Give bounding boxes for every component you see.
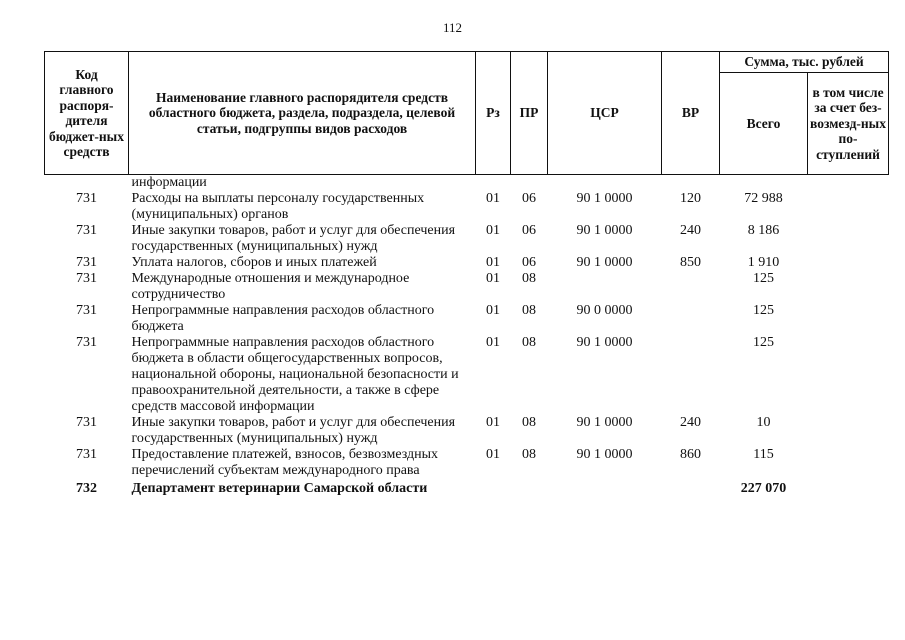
- cell-including: [808, 447, 889, 479]
- page-number: 112: [442, 20, 463, 35]
- cell-csr: 90 1 0000: [576, 415, 633, 430]
- cell-rz: 01: [486, 255, 500, 270]
- cell-code: 732: [76, 481, 97, 496]
- cell-total: 72 988: [744, 191, 783, 206]
- cell-name: Предоставление платежей, взносов, безвозмездных перечислений субъектам международного права: [131, 447, 439, 478]
- cell-code: [45, 175, 129, 192]
- cell-code: 731: [76, 255, 97, 270]
- cell-vr: 240: [680, 223, 701, 238]
- cell-pr: 08: [522, 335, 536, 350]
- cell-pr: 08: [522, 447, 536, 462]
- header-total: Всего: [720, 73, 808, 175]
- header-rz: Рз: [476, 52, 511, 175]
- cell-total: 227 070: [740, 481, 787, 496]
- cell-vr: [662, 175, 720, 192]
- cell-total: 8 186: [747, 223, 780, 238]
- header-name: Наименование главного распорядителя средств областного бюджета, раздела, подраздела, целевой статьи, подгруппы видов расходов: [129, 52, 476, 175]
- cell-code: 731: [76, 223, 97, 238]
- cell-csr: [548, 175, 662, 192]
- cell-code: 731: [76, 447, 97, 462]
- table-row: [45, 255, 889, 271]
- cell-pr: [511, 479, 548, 497]
- cell-rz: 01: [486, 415, 500, 430]
- cell-pr: 08: [522, 271, 536, 286]
- cell-name: Департамент ветеринарии Самарской области: [131, 481, 428, 496]
- budget-table: [44, 51, 889, 497]
- cell-code: 731: [76, 335, 97, 350]
- cell-name: Непрограммные направления расходов областного бюджета: [131, 303, 435, 334]
- header-code: Код главного распоря-дителя бюджет-ных средств: [45, 52, 129, 175]
- cell-rz: 01: [486, 191, 500, 206]
- cell-rz: 01: [486, 271, 500, 286]
- cell-code: 731: [76, 271, 97, 286]
- cell-name: Непрограммные направления расходов областного бюджета в области общегосударственных вопросов, национальной обороны, национальной безопасности и правоохранительной деятельности, а также в сфере средств массовой информации: [131, 335, 459, 414]
- cell-total: 125: [753, 271, 774, 286]
- cell-name: Иные закупки товаров, работ и услуг для обеспечения государственных (муниципальных) нужд: [131, 223, 456, 254]
- table-row: [45, 271, 889, 303]
- cell-vr: [662, 479, 720, 497]
- header-pr: ПР: [511, 52, 548, 175]
- cell-total: 115: [753, 447, 774, 462]
- cell-rz: 01: [486, 303, 500, 318]
- cell-name: Международные отношения и международное сотрудничество: [131, 271, 410, 302]
- cell-code: 731: [76, 303, 97, 318]
- cell-csr: 90 0 0000: [576, 303, 633, 318]
- cell-total: [720, 175, 808, 192]
- cell-name: Расходы на выплаты персоналу государственных (муниципальных) органов: [131, 191, 425, 222]
- cell-pr: 06: [522, 223, 536, 238]
- table-row: [45, 335, 889, 415]
- cell-csr: [548, 271, 662, 303]
- table-row: [45, 303, 889, 335]
- cell-pr: 06: [522, 255, 536, 270]
- cell-code: 731: [76, 415, 97, 430]
- cell-including: [808, 479, 889, 497]
- table-row: [45, 415, 889, 447]
- cell-rz: [476, 175, 511, 192]
- cell-vr: 120: [680, 191, 701, 206]
- cell-including: [808, 415, 889, 447]
- cell-vr: 860: [680, 447, 701, 462]
- header-csr: ЦСР: [548, 52, 662, 175]
- cell-total: 1 910: [747, 255, 780, 270]
- cell-csr: [548, 479, 662, 497]
- cell-vr: 240: [680, 415, 701, 430]
- cell-pr: 08: [522, 303, 536, 318]
- cell-name: Иные закупки товаров, работ и услуг для обеспечения государственных (муниципальных) нужд: [131, 415, 456, 446]
- table-body: [45, 175, 889, 498]
- cell-name: Уплата налогов, сборов и иных платежей: [131, 255, 377, 270]
- cell-csr: 90 1 0000: [576, 223, 633, 238]
- table-row: [45, 479, 889, 497]
- cell-including: [808, 191, 889, 223]
- cell-including: [808, 255, 889, 271]
- cell-rz: 01: [486, 335, 500, 350]
- cell-vr: [662, 335, 720, 415]
- table-row: [45, 175, 889, 192]
- cell-pr: 08: [522, 415, 536, 430]
- cell-rz: 01: [486, 223, 500, 238]
- cell-including: [808, 335, 889, 415]
- cell-pr: [511, 175, 548, 192]
- cell-including: [808, 223, 889, 255]
- table-row: [45, 447, 889, 479]
- cell-pr: 06: [522, 191, 536, 206]
- table-row: [45, 223, 889, 255]
- cell-csr: 90 1 0000: [576, 447, 633, 462]
- header-vr: ВР: [662, 52, 720, 175]
- cell-vr: [662, 303, 720, 335]
- cell-including: [808, 175, 889, 192]
- cell-vr: 850: [680, 255, 701, 270]
- cell-name: информации: [131, 175, 207, 190]
- cell-total: 125: [753, 335, 774, 350]
- cell-rz: [476, 479, 511, 497]
- cell-total: 125: [753, 303, 774, 318]
- cell-csr: 90 1 0000: [576, 191, 633, 206]
- cell-csr: 90 1 0000: [576, 335, 633, 350]
- header-including: в том числе за счет без-возмезд-ных по-ступлений: [808, 73, 889, 175]
- cell-including: [808, 271, 889, 303]
- cell-vr: [662, 271, 720, 303]
- cell-including: [808, 303, 889, 335]
- cell-code: 731: [76, 191, 97, 206]
- header-sum-group: Сумма, тыс. рублей: [720, 52, 889, 73]
- cell-total: 10: [756, 415, 771, 430]
- cell-rz: 01: [486, 447, 500, 462]
- cell-csr: 90 1 0000: [576, 255, 633, 270]
- table-row: [45, 191, 889, 223]
